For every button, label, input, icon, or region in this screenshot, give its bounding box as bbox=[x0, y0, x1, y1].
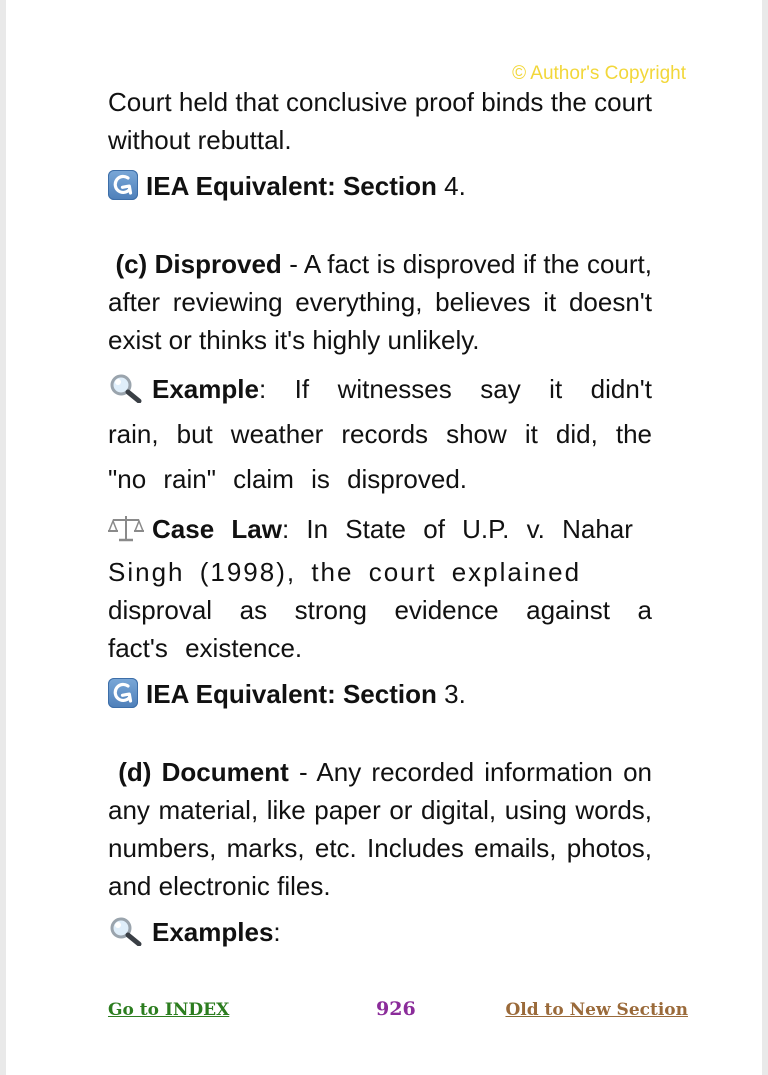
disproved-heading: (c) Disproved bbox=[115, 249, 282, 279]
old-to-new-section-link[interactable]: Old to New Section bbox=[505, 1000, 688, 1020]
case-law-text-1: : In State of U.P. v. Nahar bbox=[281, 514, 633, 544]
example-text: : If witnesses say it didn't rain, but weather records show it did, the "no rain" claim is disproved. bbox=[108, 374, 652, 494]
paragraph-case-law bbox=[108, 510, 652, 667]
page-edge-right bbox=[762, 0, 768, 1075]
page-number: 926 bbox=[376, 998, 416, 1020]
case-law-label: Case Law bbox=[152, 514, 282, 544]
example-label: Example bbox=[152, 374, 259, 404]
examples-label: Examples bbox=[152, 917, 274, 947]
iea-equivalent-line bbox=[108, 167, 652, 205]
redirect-arrow-icon bbox=[108, 170, 138, 200]
examples-suffix: : bbox=[273, 917, 281, 947]
case-law-line-1 bbox=[108, 510, 652, 548]
copyright-notice: © Author's Copyright bbox=[512, 63, 686, 84]
disproved-text: - A fact is disproved if the court, after reviewing everything, believes it doesn't exist or thinks it's highly unlikely. bbox=[108, 249, 652, 355]
paragraph-disproved bbox=[108, 245, 652, 359]
case-law-line-3: disproval as strong evidence against a fact's existence. bbox=[108, 595, 652, 663]
iea-equivalent-label-2: IEA Equivalent: Section bbox=[146, 679, 437, 709]
go-to-index-link[interactable]: Go to INDEX bbox=[108, 1000, 230, 1020]
paragraph-document bbox=[108, 753, 652, 905]
page-edge-left bbox=[0, 0, 6, 1075]
iea-equivalent-value-2: 3. bbox=[444, 679, 466, 709]
paragraph-conclusive-proof: Court held that conclusive proof binds the court without rebuttal. bbox=[108, 87, 652, 155]
examples-line bbox=[108, 913, 652, 951]
page-footer bbox=[108, 998, 688, 1024]
magnifier-icon bbox=[108, 916, 144, 946]
redirect-arrow-icon bbox=[108, 678, 138, 708]
iea-equivalent-label: IEA Equivalent: Section bbox=[146, 171, 437, 201]
scales-of-justice-icon bbox=[108, 513, 144, 543]
document-heading: (d) Document bbox=[118, 757, 289, 787]
paragraph-example bbox=[108, 367, 652, 502]
iea-equivalent-value: 4. bbox=[444, 171, 466, 201]
document-text: - Any recorded information on any material, like paper or digital, using words, numbers, marks, etc. Includes emails, photos, and electronic files. bbox=[108, 757, 652, 901]
case-law-line-2: Singh (1998), the court explained bbox=[108, 557, 582, 587]
magnifier-icon bbox=[108, 372, 144, 402]
page-content bbox=[108, 83, 652, 951]
iea-equivalent-line-2 bbox=[108, 675, 652, 713]
